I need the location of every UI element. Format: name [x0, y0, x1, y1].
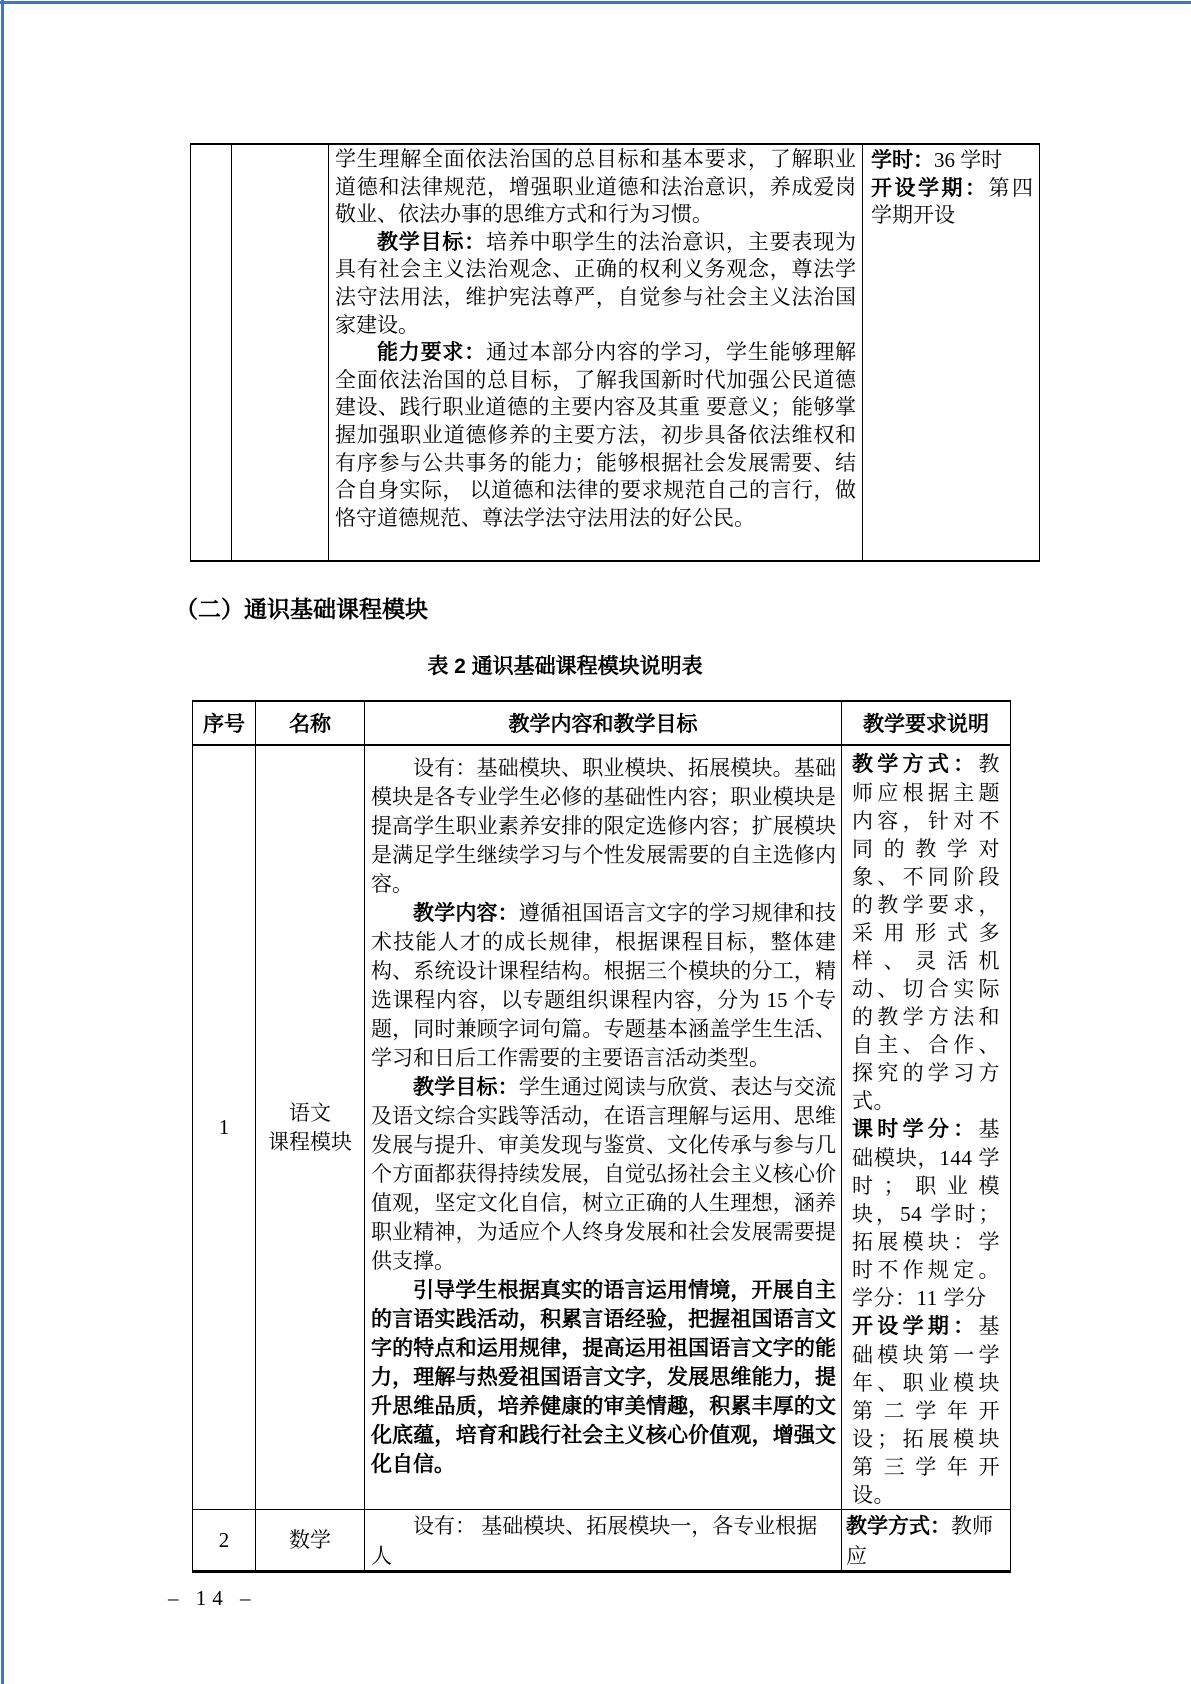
paragraph: [335, 146, 856, 229]
name-cell-empty: [232, 144, 329, 561]
table-row: [191, 144, 1040, 561]
paragraph: [335, 339, 856, 532]
requirement-label: 教学方式：: [852, 753, 979, 776]
header-content: 教学内容和教学目标: [365, 701, 842, 745]
paragraph-text: 设有： 基础模块、拓展模块一，各专业根据人: [371, 1514, 818, 1568]
requirement-label: 开设学期：: [852, 1315, 979, 1338]
paragraph-label: 教学目标：: [377, 230, 487, 254]
teaching-requirement-cell: [863, 144, 1040, 561]
header-serial: 序号: [193, 701, 256, 745]
paragraph-text: 学生通过阅读与欣赏、表达与交流及语文综合实践等活动，在语言理解与运用、思维发展与提升、审美发现与鉴赏、文化传承与参与几个方面都获得持续发展，自觉弘扬社会主义核心价值观，坚定文化自信，树立正确的人生理想，涵养职业精神，为适应个人终身发展和社会发展需要提供支撑。: [371, 1075, 837, 1273]
header-name: 名称: [256, 701, 365, 745]
paragraph: [371, 899, 836, 1073]
paragraph-text: 学生理解全面依法治国的总目标和基本要求，了解职业道德和法律规范，增强职业道德和法治意识，养成爱岗 敬业、依法办事的思维方式和行为习惯。: [335, 147, 856, 227]
requirement-text: 教师应根据主题内容，针对不同的教学对象、不同阶段的教学要求，采用形式多样、灵活机动、切合实际的教学方法和自主、合作、探究的学习方式。: [852, 752, 1000, 1113]
paragraph-text: 培养中职学生的法治意识，主要表现为具有社会主义法治观念、正确的权利义务观念，尊法学法守法用法，维护宪法尊严，自觉参与社会主义法治国家建设。: [335, 229, 857, 337]
requirement-item: [852, 1312, 1000, 1509]
requirement-text: 教师应: [846, 1514, 993, 1568]
general-basic-course-table: [192, 700, 1011, 1573]
paragraph-text: 设有：基础模块、职业模块、拓展模块。基础模块是各专业学生必修的基础性内容；职业模块是提高学生职业素养安排的限定选修内容；扩展模块是满足学生继续学习与个性发展需要的自主选修内容。: [371, 756, 836, 896]
requirement-text: 36 学时: [934, 148, 1003, 172]
course-table-continuation: [190, 143, 1040, 562]
course-name-cell: 数学: [256, 1510, 365, 1572]
requirement-text: 基础模块，144 学时；职业模块，54 学时；拓展模块：学时不作规定。学分：11 学分: [852, 1117, 1000, 1310]
table-header-row: [193, 701, 1011, 745]
teaching-content-cell: [365, 1510, 842, 1572]
requirement-text: 基础模块第一学年、职业模块第二学年开设；拓展模块第三学年开设。: [852, 1314, 1000, 1507]
serial-cell: 2: [193, 1510, 256, 1572]
paragraph-label: 能力要求：: [377, 341, 487, 365]
teaching-content-cell: [329, 144, 863, 561]
table-row-chinese: [193, 745, 1011, 1510]
requirement-text: 第四学期开设: [871, 175, 1033, 228]
course-name-line: 课程模块: [268, 1129, 352, 1154]
paragraph-text: 遵循祖国语言文字的学习规律和技术技能人才的成长规律，根据课程目标，整体建构、系统设计课程结构。根据三个模块的分工，精选课程内容，以专题组织课程内容，分为 15 个专题，同时兼顾字词句篇。专题基本涵盖学生生活、学习和日后工作需要的主要语言活动类型。: [371, 901, 837, 1070]
table2-title: 表 2 通识基础课程模块说明表: [427, 655, 703, 678]
requirement-item: [852, 750, 1000, 1115]
page-number: – 14 –: [168, 1586, 257, 1610]
paragraph-label: 教学目标：: [413, 1076, 519, 1099]
paragraph: [371, 1276, 836, 1479]
requirement-label: 开设学期：: [871, 176, 989, 200]
paragraph-label: 教学内容：: [413, 902, 519, 925]
paragraph-label: 引导学生根据真实的语言运用情境，开展自主的言语实践活动，积累言语经验，把握祖国语言文字的特点和运用规律，提高运用祖国语言文字的能力，理解与热爱祖国语言文字，发展思维能力，提升思维品质，培养健康的审美情趣，积累丰厚的文化底蕴，培育和践行社会主义核心价值观，增强文化自信。: [371, 1279, 836, 1476]
requirement-label: 学时：: [871, 149, 934, 172]
paragraph: [371, 1073, 836, 1276]
serial-cell-empty: [191, 144, 232, 561]
course-name-cell: [256, 745, 365, 1510]
course-name-line: 语文: [289, 1100, 331, 1125]
requirement-label: 课时学分：: [852, 1118, 979, 1141]
paragraph: [335, 229, 856, 339]
table-row-math: [193, 1510, 1011, 1572]
requirement-item: [871, 175, 1033, 230]
teaching-requirement-cell: [842, 1510, 1011, 1572]
paragraph: [371, 754, 836, 899]
teaching-content-cell: [365, 745, 842, 1510]
requirement-label: 教学方式：: [846, 1515, 951, 1538]
serial-cell: 1: [193, 745, 256, 1510]
requirement-item: [871, 147, 1033, 175]
section-heading: （二）通识基础课程模块: [175, 596, 428, 622]
requirement-item: [852, 1115, 1000, 1312]
header-requirement: 教学要求说明: [842, 701, 1011, 745]
page-left-edge-line: [1, 0, 4, 1684]
teaching-requirement-cell: [842, 745, 1011, 1510]
page-top-edge-line: [0, 1, 1191, 4]
paragraph-text: 通过本部分内容的学习，学生能够理解全面依法治国的总目标，了解我国新时代加强公民道德建设、践行职业道德的主要内容及其重 要意义；能够掌握加强职业道德修养的主要方法，初步具备依法维权和有序参与公共事务的能力；能够根据社会发展需要、结合自身实际， 以道德和法律的要求规范自己的言行，做恪守道德规范、尊法学法守法用法的好公民。: [335, 340, 857, 530]
